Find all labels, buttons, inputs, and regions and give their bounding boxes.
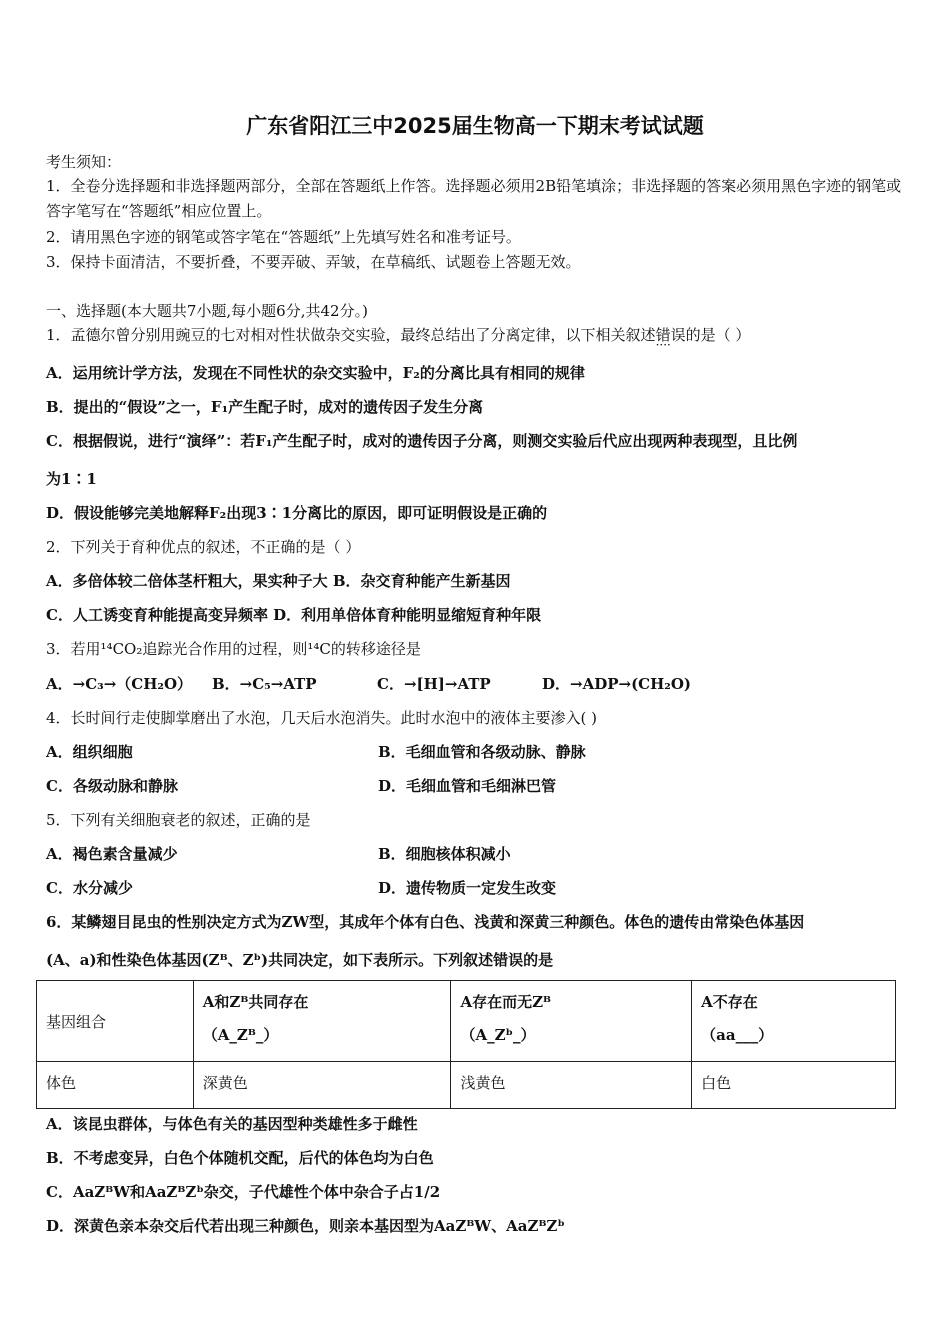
notice-heading: 考生须知： <box>46 153 122 171</box>
table-header-text: A和Zᴮ共同存在 <box>202 993 309 1011</box>
q6-stem: 6．某鳞翅目昆虫的性别决定方式为ZW型，其成年个体有白色、浅黄和深黄三种颜色。体色的遗传由常染色体基因 <box>46 913 805 931</box>
q6-option-d: D．深黄色亲本杂交后代若出现三种颜色，则亲本基因型为AaZᴮW、AaZᴮZᵇ <box>46 1217 565 1235</box>
q3-stem: 3．若用¹⁴CO₂追踪光合作用的过程，则¹⁴C的转移途径是 <box>46 640 421 658</box>
q5-option-c: C．水分减少 <box>46 879 133 897</box>
table-header-text: A不存在 <box>701 993 758 1011</box>
q1-option-d: D．假设能够完美地解释F₂出现3∶1分离比的原因，即可证明假设是正确的 <box>46 504 548 522</box>
table-header-cell <box>451 981 692 1062</box>
q1-stem <box>46 325 750 345</box>
genotype-table <box>36 980 896 1109</box>
table-cell: 浅黄色 <box>451 1062 692 1109</box>
q1-option-c: C．根据假说，进行“演绎”：若F₁产生配子时，成对的遗传因子分离，则测交实验后代应出现两种表现型，且比例 <box>46 432 798 450</box>
q1-stem-text: 1．孟德尔曾分别用豌豆的七对相对性状做杂交实验，最终总结出了分离定律，以下相关叙述 <box>46 326 656 344</box>
q2-options-cd: C．人工诱变育种能提高变异频率 D．利用单倍体育种能明显缩短育种年限 <box>46 606 542 624</box>
q4-option-c: C．各级动脉和静脉 <box>46 777 178 795</box>
table-genotype: （A_Zᵇ_） <box>460 1026 536 1044</box>
q4-option-b: B．毛细血管和各级动脉、静脉 <box>378 743 586 761</box>
table-row <box>37 1062 896 1109</box>
notice-item-3: 3．保持卡面清洁，不要折叠，不要弄破、弄皱，在草稿纸、试题卷上答题无效。 <box>46 253 581 271</box>
table-row <box>37 981 896 1062</box>
table-cell: 深黄色 <box>193 1062 451 1109</box>
table-header-text: A存在而无Zᴮ <box>460 993 552 1011</box>
q1-option-c-cont: 为1∶1 <box>46 470 97 488</box>
table-header-cell <box>193 981 451 1062</box>
q5-option-d: D．遗传物质一定发生改变 <box>378 879 557 897</box>
q3-option-b: B．→C₅→ATP <box>212 675 317 693</box>
table-cell: 白色 <box>692 1062 896 1109</box>
q6-stem-cont: (A、a)和性染色体基因(Zᴮ、Zᵇ)共同决定，如下表所示。下列叙述错误的是 <box>46 951 554 969</box>
q4-stem: 4．长时间行走使脚掌磨出了水泡，几天后水泡消失。此时水泡中的液体主要渗入( ) <box>46 709 598 727</box>
q5-option-b: B．细胞核体积减小 <box>378 845 511 863</box>
q6-option-a: A．该昆虫群体，与体色有关的基因型种类雄性多于雌性 <box>46 1115 418 1133</box>
q6-option-b: B．不考虑变异，白色个体随机交配，后代的体色均为白色 <box>46 1149 434 1167</box>
table-cell: 体色 <box>37 1062 194 1109</box>
q1-option-b: B．提出的“假设”之一，F₁产生配子时，成对的遗传因子发生分离 <box>46 398 484 416</box>
q1-stem-tail: 是（ ） <box>700 326 751 344</box>
q1-emphasis: 错误的 ···· <box>656 325 701 345</box>
q2-options-ab: A．多倍体较二倍体茎杆粗大，果实种子大 B．杂交育种能产生新基因 <box>46 572 511 590</box>
notice-item-1: 1．全卷分选择题和非选择题两部分，全部在答题纸上作答。选择题必须用2B铅笔填涂；非选择题的答案必须用黑色字迹的钢笔或答字笔写在“答题纸”相应位置上。 <box>46 177 902 220</box>
q4-option-d: D．毛细血管和毛细淋巴管 <box>378 777 557 795</box>
table-genotype: （A_Zᴮ_） <box>202 1026 279 1044</box>
q3-option-d: D．→ADP→(CH₂O) <box>542 675 692 693</box>
table-genotype: （aa___） <box>701 1026 774 1044</box>
q2-stem: 2．下列关于育种优点的叙述，不正确的是（ ） <box>46 538 361 556</box>
q5-option-a: A．褐色素含量减少 <box>46 845 178 863</box>
notice-item-2: 2．请用黑色字迹的钢笔或答字笔在“答题纸”上先填写姓名和准考证号。 <box>46 228 521 246</box>
q6-option-c: C．AaZᴮW和AaZᴮZᵇ杂交，子代雄性个体中杂合子占1/2 <box>46 1183 441 1201</box>
page-title: 广东省阳江三中2025届生物高一下期末考试试题 <box>246 114 704 138</box>
q4-option-a: A．组织细胞 <box>46 743 133 761</box>
q3-option-a: A．→C₃→（CH₂O） <box>46 675 193 693</box>
table-header-cell <box>692 981 896 1062</box>
section-heading: 一、选择题(本大题共7小题,每小题6分,共42分。) <box>46 302 368 320</box>
q3-option-c: C．→[H]→ATP <box>377 675 491 693</box>
table-header-cell: 基因组合 <box>37 981 194 1062</box>
q5-stem: 5．下列有关细胞衰老的叙述，正确的是 <box>46 811 311 829</box>
q1-option-a: A．运用统计学方法，发现在不同性状的杂交实验中，F₂的分离比具有相同的规律 <box>46 364 585 382</box>
